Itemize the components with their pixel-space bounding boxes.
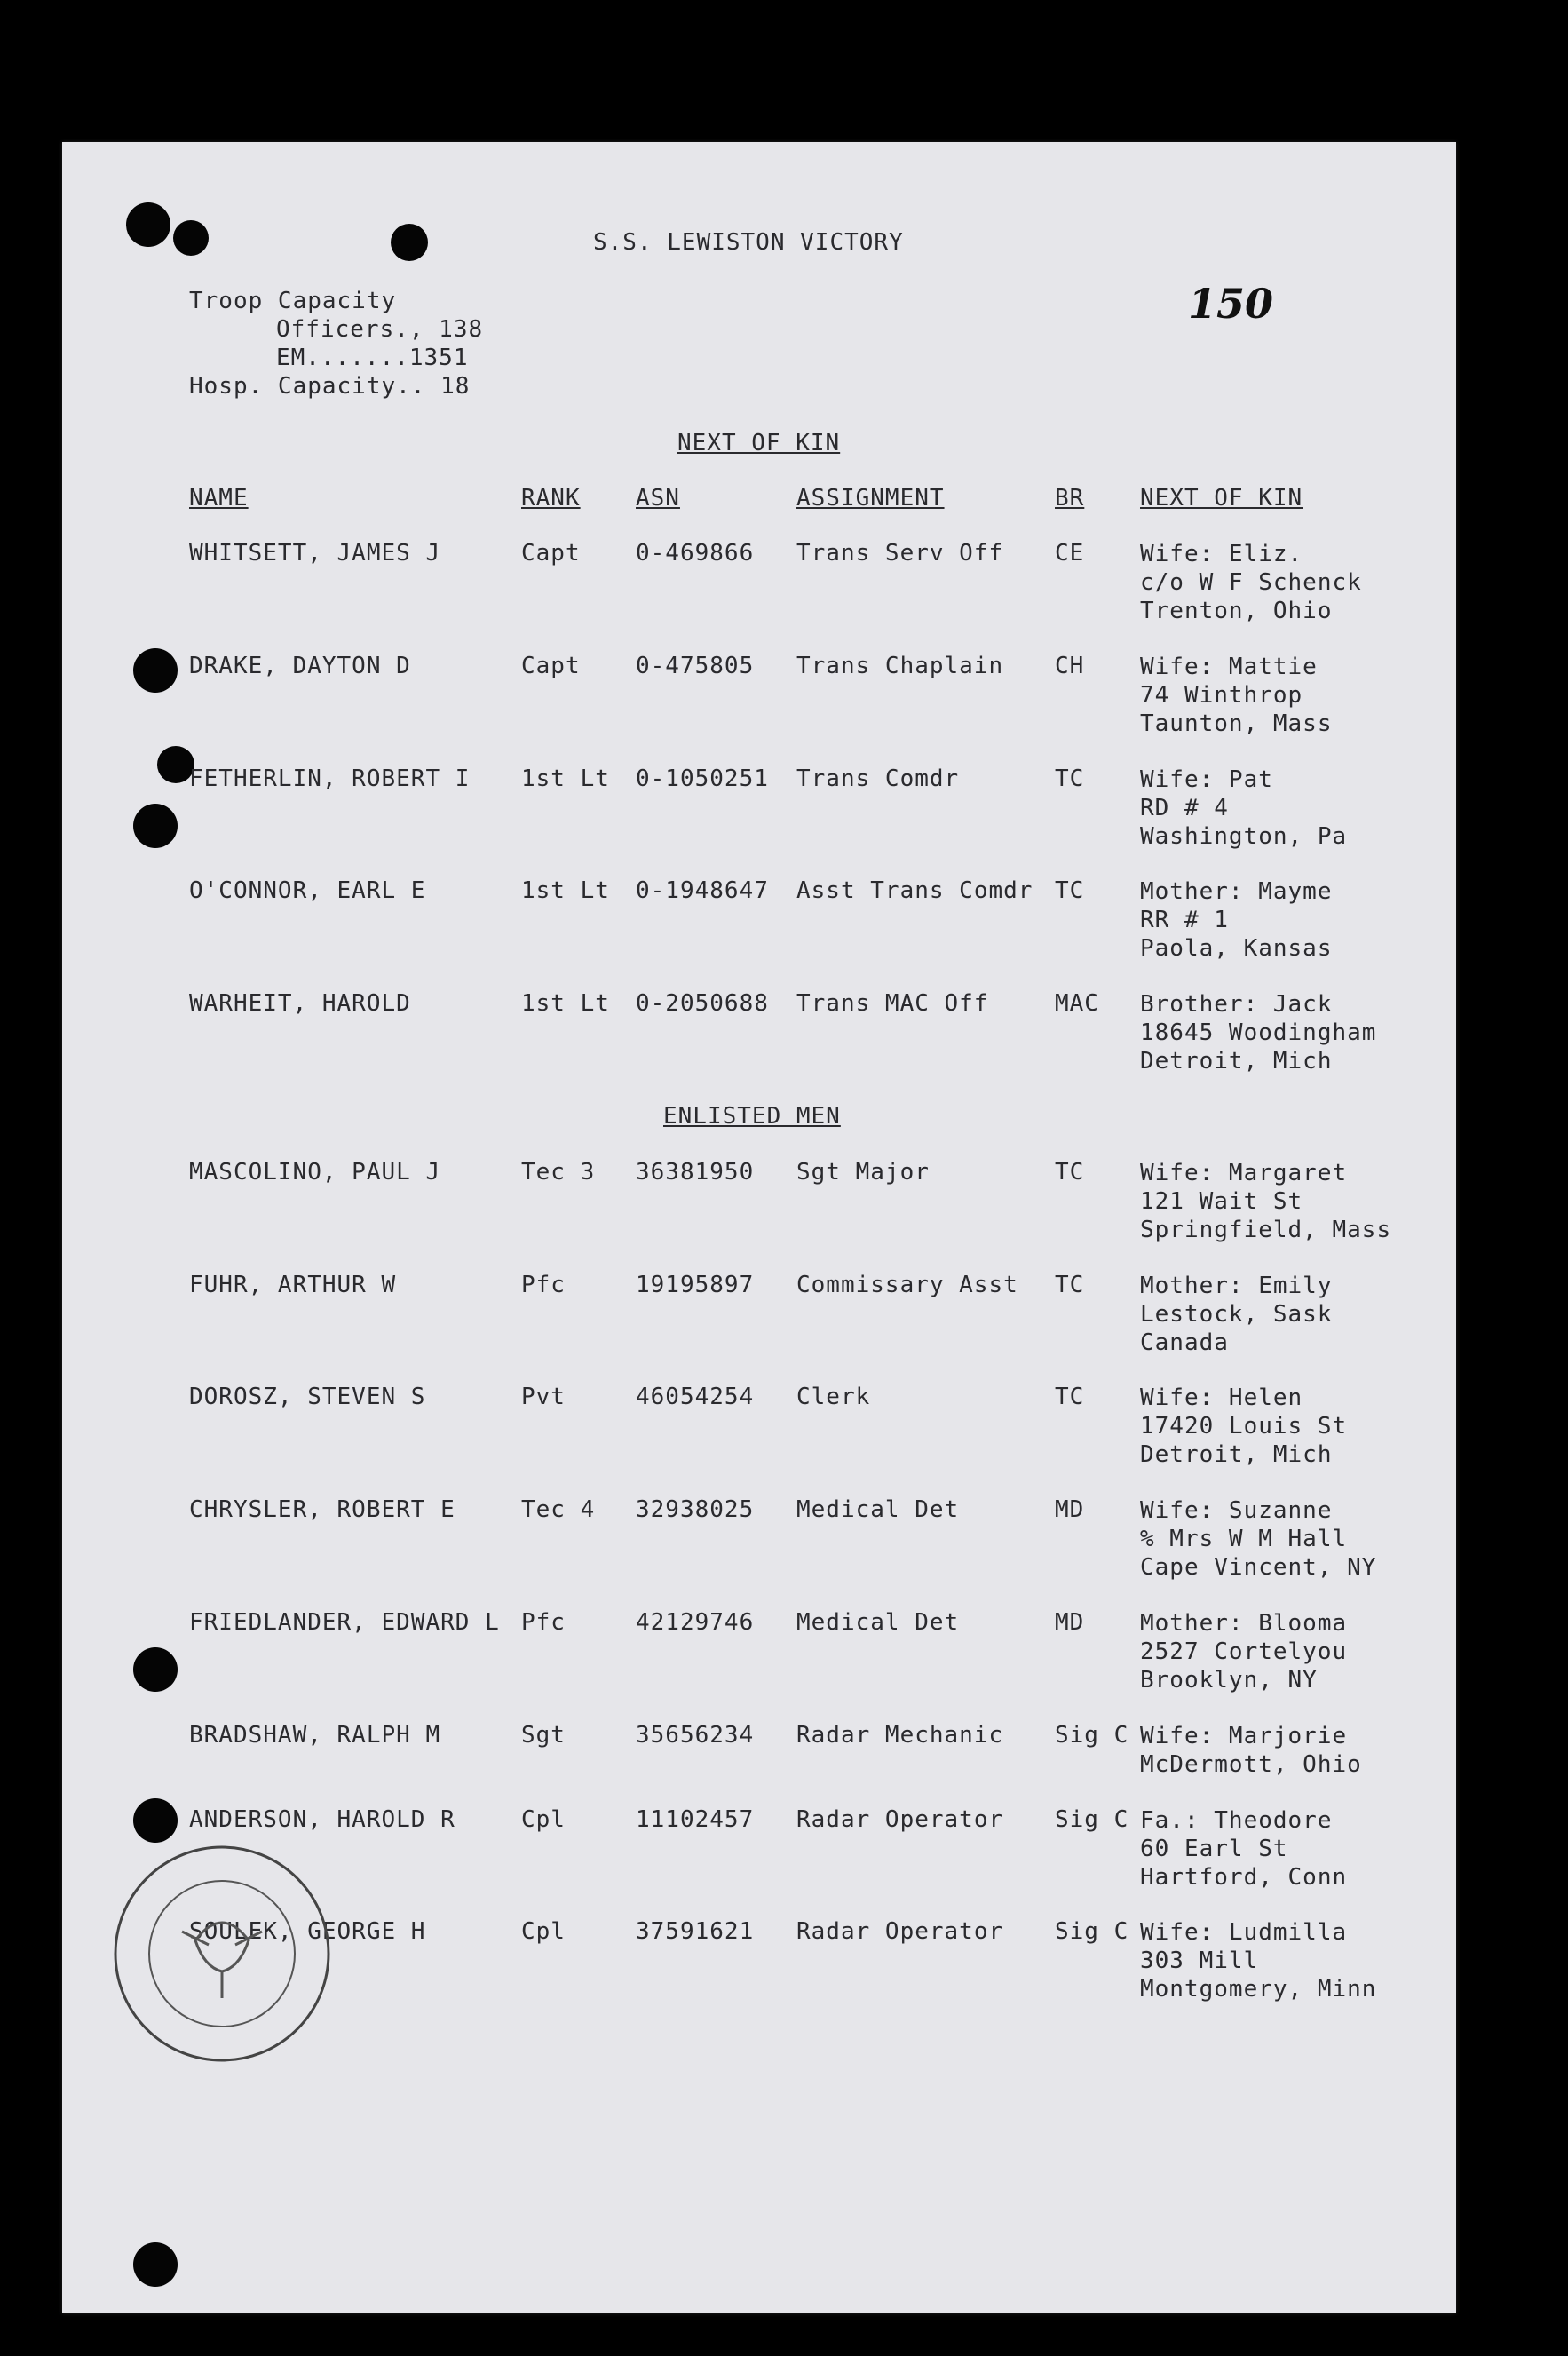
officer-row-name: DRAKE, DAYTON D: [189, 653, 411, 679]
page-number: 150: [1188, 280, 1274, 328]
enlisted-row-asn: 19195897: [636, 1272, 755, 1298]
officer-row-assignment: Trans Serv Off: [796, 540, 1004, 567]
officer-row-asn: 0-2050688: [636, 990, 769, 1017]
header-next-of-kin: NEXT OF KIN: [1140, 485, 1303, 512]
officer-row-br: CE: [1055, 540, 1085, 567]
enlisted-row-next-of-kin: Wife: Margaret 121 Wait St Springfield, Mass: [1140, 1160, 1392, 1243]
enlisted-row-next-of-kin: Fa.: Theodore 60 Earl St Hartford, Conn: [1140, 1807, 1348, 1891]
enlisted-row-rank: Pfc: [521, 1272, 566, 1298]
enlisted-row-next-of-kin: Wife: Suzanne % Mrs W M Hall Cape Vincent, NY: [1140, 1497, 1377, 1581]
enlisted-row-next-of-kin: Mother: Emily Lestock, Sask Canada: [1140, 1273, 1333, 1356]
enlisted-row-rank: Sgt: [521, 1722, 566, 1749]
officer-row-name: WHITSETT, JAMES J: [189, 540, 441, 567]
consulate-seal: [111, 1843, 333, 2065]
enlisted-row-rank: Cpl: [521, 1918, 566, 1945]
enlisted-row-assignment: Radar Mechanic: [796, 1722, 1004, 1749]
officer-row-assignment: Trans Comdr: [796, 766, 960, 792]
enlisted-row-rank: Tec 3: [521, 1159, 596, 1186]
enlisted-row-rank: Pfc: [521, 1609, 566, 1636]
enlisted-row-br: TC: [1055, 1384, 1085, 1410]
header-rank: RANK: [521, 485, 581, 512]
punch-hole: [173, 220, 209, 256]
officer-row-rank: Capt: [521, 653, 581, 679]
officer-row-br: TC: [1055, 877, 1085, 904]
punch-hole: [391, 224, 428, 261]
enlisted-row-br: TC: [1055, 1272, 1085, 1298]
header-name: NAME: [189, 485, 249, 512]
officer-row-br: CH: [1055, 653, 1085, 679]
enlisted-row-assignment: Medical Det: [796, 1609, 960, 1636]
officer-row-rank: 1st Lt: [521, 990, 610, 1017]
hosp-capacity: Hosp. Capacity.. 18: [189, 373, 471, 400]
enlisted-row-name: FUHR, ARTHUR W: [189, 1272, 397, 1298]
enlisted-row-br: MD: [1055, 1496, 1085, 1523]
officer-row-assignment: Trans MAC Off: [796, 990, 989, 1017]
officer-row-next-of-kin: Wife: Mattie 74 Winthrop Taunton, Mass: [1140, 654, 1333, 737]
officer-row-next-of-kin: Brother: Jack 18645 Woodingham Detroit, Mich: [1140, 991, 1377, 1075]
section-heading-officers: NEXT OF KIN: [677, 430, 841, 456]
enlisted-row-name: MASCOLINO, PAUL J: [189, 1159, 441, 1186]
officer-row-name: WARHEIT, HAROLD: [189, 990, 411, 1017]
header-assignment: ASSIGNMENT: [796, 485, 945, 512]
document-title: S.S. LEWISTON VICTORY: [593, 229, 904, 256]
punch-hole: [133, 2242, 178, 2287]
enlisted-row-name: FRIEDLANDER, EDWARD L: [189, 1609, 500, 1636]
officers-capacity: Officers., 138: [276, 316, 484, 343]
enlisted-row-name: CHRYSLER, ROBERT E: [189, 1496, 455, 1523]
enlisted-row-name: DOROSZ, STEVEN S: [189, 1384, 426, 1410]
enlisted-row-next-of-kin: Wife: Helen 17420 Louis St Detroit, Mich: [1140, 1384, 1348, 1468]
officer-row-rank: 1st Lt: [521, 877, 610, 904]
punch-hole: [126, 202, 170, 247]
officer-row-assignment: Trans Chaplain: [796, 653, 1004, 679]
officer-row-asn: 0-469866: [636, 540, 755, 567]
officer-row-asn: 0-1050251: [636, 766, 769, 792]
enlisted-row-assignment: Commissary Asst: [796, 1272, 1018, 1298]
enlisted-row-br: TC: [1055, 1159, 1085, 1186]
enlisted-row-next-of-kin: Mother: Blooma 2527 Cortelyou Brooklyn, NY: [1140, 1610, 1348, 1694]
officer-row-next-of-kin: Mother: Mayme RR # 1 Paola, Kansas: [1140, 878, 1333, 962]
enlisted-row-asn: 35656234: [636, 1722, 755, 1749]
officer-row-next-of-kin: Wife: Eliz. c/o W F Schenck Trenton, Ohio: [1140, 541, 1362, 624]
officer-row-assignment: Asst Trans Comdr: [796, 877, 1033, 904]
enlisted-row-name: BRADSHAW, RALPH M: [189, 1722, 441, 1749]
enlisted-row-assignment: Clerk: [796, 1384, 871, 1410]
enlisted-row-asn: 42129746: [636, 1609, 755, 1636]
officer-row-asn: 0-1948647: [636, 877, 769, 904]
enlisted-row-asn: 36381950: [636, 1159, 755, 1186]
enlisted-row-br: Sig C: [1055, 1806, 1129, 1833]
enlisted-row-asn: 11102457: [636, 1806, 755, 1833]
enlisted-row-assignment: Sgt Major: [796, 1159, 930, 1186]
enlisted-row-assignment: Radar Operator: [796, 1918, 1004, 1945]
punch-hole: [133, 1798, 178, 1843]
enlisted-row-asn: 37591621: [636, 1918, 755, 1945]
enlisted-row-br: MD: [1055, 1609, 1085, 1636]
enlisted-row-asn: 46054254: [636, 1384, 755, 1410]
officer-row-rank: 1st Lt: [521, 766, 610, 792]
enlisted-row-rank: Tec 4: [521, 1496, 596, 1523]
punch-hole: [133, 648, 178, 693]
troop-capacity-label: Troop Capacity: [189, 288, 397, 314]
enlisted-row-name: SOULEK, GEORGE H: [189, 1918, 426, 1945]
enlisted-row-br: Sig C: [1055, 1918, 1129, 1945]
enlisted-row-next-of-kin: Wife: Marjorie McDermott, Ohio: [1140, 1723, 1362, 1778]
officer-row-name: O'CONNOR, EARL E: [189, 877, 426, 904]
officer-row-br: TC: [1055, 766, 1085, 792]
enlisted-row-br: Sig C: [1055, 1722, 1129, 1749]
section-heading-enlisted: ENLISTED MEN: [663, 1103, 841, 1130]
enlisted-row-assignment: Radar Operator: [796, 1806, 1004, 1833]
header-asn: ASN: [636, 485, 680, 512]
officer-row-br: MAC: [1055, 990, 1099, 1017]
enlisted-row-rank: Pvt: [521, 1384, 566, 1410]
enlisted-row-asn: 32938025: [636, 1496, 755, 1523]
officer-row-asn: 0-475805: [636, 653, 755, 679]
enlisted-row-name: ANDERSON, HAROLD R: [189, 1806, 455, 1833]
em-capacity: EM.......1351: [276, 345, 469, 371]
enlisted-row-next-of-kin: Wife: Ludmilla 303 Mill Montgomery, Minn: [1140, 1919, 1377, 2003]
punch-hole: [133, 804, 178, 848]
officer-row-name: FETHERLIN, ROBERT I: [189, 766, 471, 792]
punch-hole: [133, 1647, 178, 1692]
officer-row-next-of-kin: Wife: Pat RD # 4 Washington, Pa: [1140, 766, 1348, 850]
officer-row-rank: Capt: [521, 540, 581, 567]
enlisted-row-assignment: Medical Det: [796, 1496, 960, 1523]
header-br: BR: [1055, 485, 1085, 512]
enlisted-row-rank: Cpl: [521, 1806, 566, 1833]
